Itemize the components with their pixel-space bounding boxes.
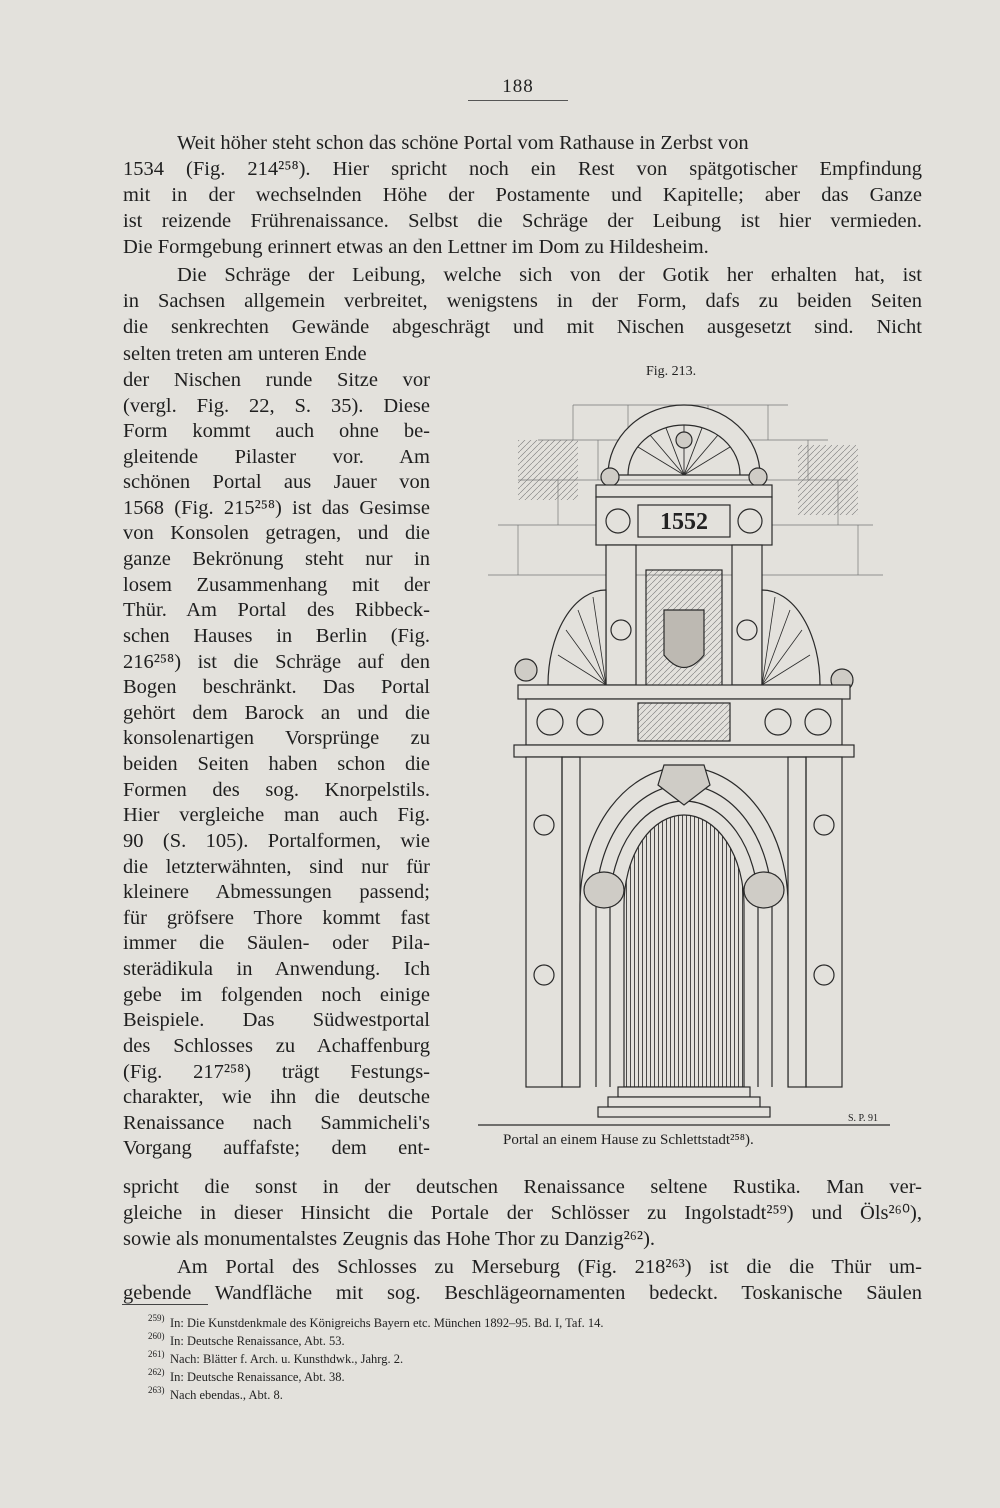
portal-illustration — [478, 385, 890, 1127]
text-line: der Nischen runde Sitze vor — [123, 369, 430, 391]
text-line: Beispiele. Das Südwestportal — [123, 1009, 430, 1031]
text-line: gleiche in dieser Hinsicht die Portale der Schlösser zu Ingolstadt²⁵⁹) und Öls²⁶⁰), — [123, 1202, 922, 1224]
text-line: sowie als monumentalstes Zeugnis das Hohe Thor zu Danzig²⁶²). — [123, 1228, 656, 1250]
text-line: Vorgang auffafste; dem ent- — [123, 1137, 430, 1159]
text-line: konsolenartigen Vorsprünge zu — [123, 727, 430, 749]
text-line: charakter, wie ihn die deutsche — [123, 1086, 430, 1108]
footnote-text: In: Die Kunstdenkmale des Königreichs Bayern etc. München 1892–95. Bd. I, Taf. 14. — [170, 1316, 604, 1330]
text-line: für gröfsere Thore kommt fast — [123, 907, 430, 929]
header-rule — [468, 100, 568, 101]
text-line: (vergl. Fig. 22, S. 35). Diese — [123, 395, 430, 417]
text-line: Thür. Am Portal des Ribbeck- — [123, 599, 430, 621]
text-line: schönen Portal aus Jauer von — [123, 471, 430, 493]
text-line: ganze Bekrönung steht nur in — [123, 548, 430, 570]
text-line: 90 (S. 105). Portalformen, wie — [123, 830, 430, 852]
text-line: 1568 (Fig. 215²⁵⁸) ist das Gesimse — [123, 497, 430, 519]
text-line: gebende Wandfläche mit sog. Beschlägeornamenten bedeckt. Toskanische Säulen — [123, 1282, 922, 1304]
text-line: gehört dem Barock an und die — [123, 702, 430, 724]
footnote-number: 259) — [148, 1313, 165, 1323]
text-line: losem Zusammenhang mit der — [123, 574, 430, 596]
footnote-number: 263) — [148, 1385, 165, 1395]
text-line: gebe im folgenden noch einige — [123, 984, 430, 1006]
text-line: des Schlosses zu Achaffenburg — [123, 1035, 430, 1057]
page-number: 188 — [502, 76, 534, 97]
text-line: immer die Säulen- oder Pila- — [123, 932, 430, 954]
text-line: mit in der wechselnden Höhe der Postamente und Kapitelle; aber das Ganze — [123, 184, 922, 206]
text-line: schen Hauses in Berlin (Fig. — [123, 625, 430, 647]
text-line: sterädikula in Anwendung. Ich — [123, 958, 430, 980]
footnote — [148, 1313, 604, 1331]
footnote — [148, 1367, 345, 1385]
footnote — [148, 1331, 345, 1349]
footnote-number: 261) — [148, 1349, 165, 1359]
text-line: 1534 (Fig. 214²⁵⁸). Hier spricht noch ein Rest von spätgotischer Empfindung — [123, 158, 922, 180]
footnote-number: 260) — [148, 1331, 165, 1341]
text-line: beiden Seiten haben schon die — [123, 753, 430, 775]
text-line: ist reizende Frührenaissance. Selbst die Schräge der Leibung ist hier vermieden. — [123, 210, 922, 232]
footnote-rule — [122, 1304, 208, 1305]
text-line: 216²⁵⁸) ist die Schräge auf den — [123, 651, 430, 673]
footnote-number: 262) — [148, 1367, 165, 1377]
text-line: die senkrechten Gewände abgeschrägt und mit Nischen ausgesetzt sind. Nicht — [123, 316, 922, 338]
text-line: Am Portal des Schlosses zu Merseburg (Fig. 218²⁶³) ist die die Thür um- — [177, 1256, 922, 1278]
engraver-signature: S. P. 91 — [847, 1113, 878, 1124]
footnote — [148, 1385, 283, 1403]
footnote-text: Nach: Blätter f. Arch. u. Kunsthdwk., Jahrg. 2. — [170, 1352, 404, 1366]
text-line: in Sachsen allgemein verbreitet, wenigstens in der Form, dafs zu beiden Seiten — [123, 290, 922, 312]
footnote-text: In: Deutsche Renaissance, Abt. 38. — [170, 1370, 345, 1384]
footnote — [148, 1349, 404, 1367]
text-line: die letzterwähnten, sind nur für — [123, 856, 430, 878]
figure-caption: Portal an einem Hause zu Schlettstadt²⁵⁸). — [503, 1132, 754, 1148]
text-line: (Fig. 217²⁵⁸) trägt Festungs- — [123, 1061, 430, 1083]
text-line: Form kommt auch ohne be- — [123, 420, 430, 442]
footnote-text: In: Deutsche Renaissance, Abt. 53. — [170, 1334, 345, 1348]
text-line: von Konsolen getragen, und die — [123, 522, 430, 544]
text-line: Formen des sog. Knorpelstils. — [123, 779, 430, 801]
date-inscription: 1552 — [660, 509, 708, 535]
text-line: Weit höher steht schon das schöne Portal vom Rathause in Zerbst von — [177, 132, 749, 154]
footnote-text: Nach ebendas., Abt. 8. — [170, 1388, 283, 1402]
text-line: Bogen beschränkt. Das Portal — [123, 676, 430, 698]
text-line: Die Schräge der Leibung, welche sich von der Gotik her erhalten hat, ist — [177, 264, 922, 286]
text-line: gleitende Pilaster vor. Am — [123, 446, 430, 468]
text-line: Die Formgebung erinnert etwas an den Lettner im Dom zu Hildesheim. — [123, 236, 709, 258]
text-line: Renaissance nach Sammicheli's — [123, 1112, 430, 1134]
text-line: Hier vergleiche man auch Fig. — [123, 804, 430, 826]
text-line: selten treten am unteren Ende — [123, 343, 367, 365]
figure-label: Fig. 213. — [646, 364, 697, 379]
text-line: spricht die sonst in der deutschen Renaissance seltene Rustika. Man ver- — [123, 1176, 922, 1198]
text-line: kleinere Abmessungen passend; — [123, 881, 430, 903]
